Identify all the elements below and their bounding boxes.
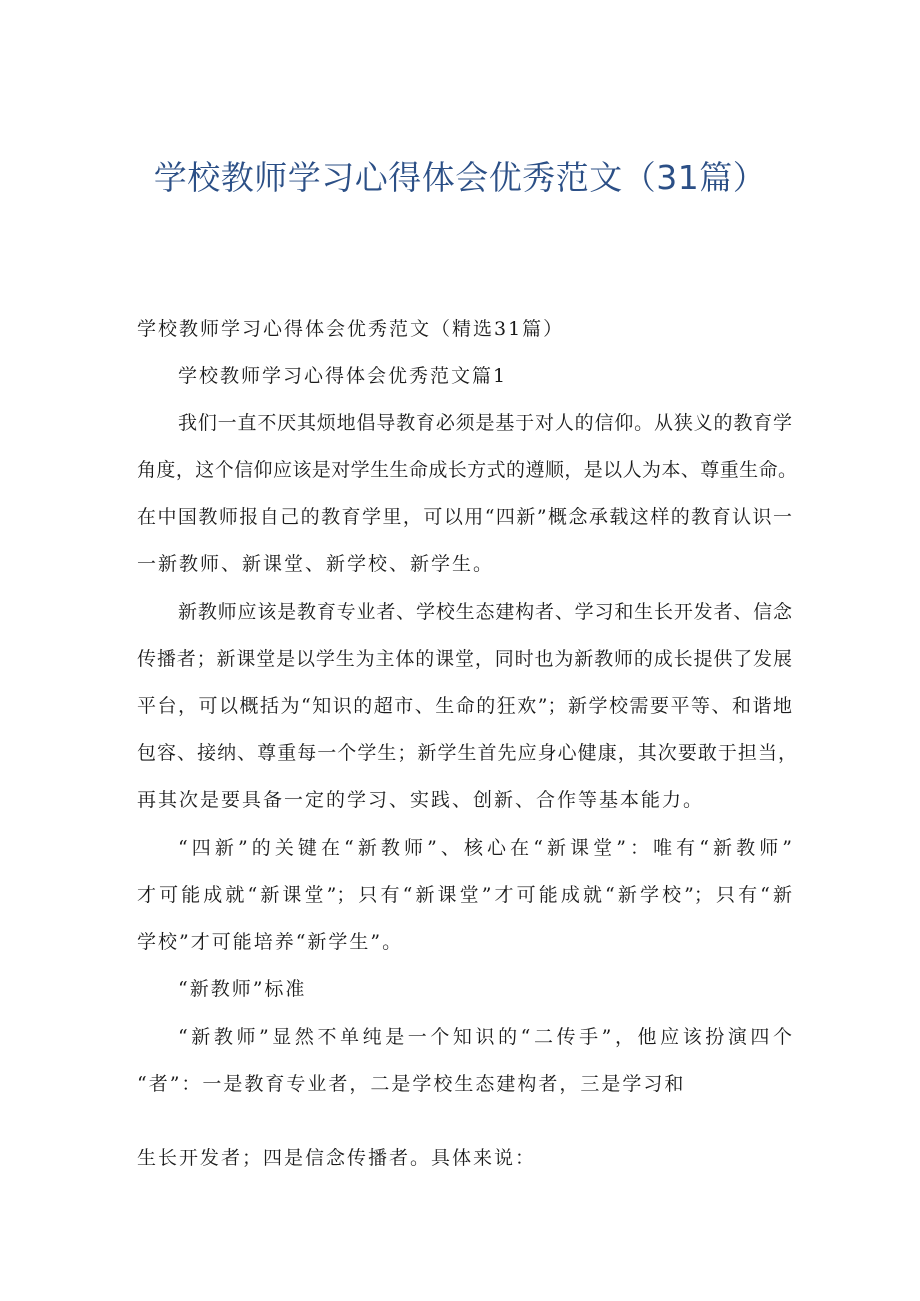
paragraph-3-line-2: 才可能成就“新课堂”；只有“新课堂”才可能成就“新学校”；只有“新 <box>137 884 792 906</box>
section-heading: 学校教师学习心得体会优秀范文篇1 <box>178 365 508 387</box>
paragraph-3-line-3: 学校”才可能培养“新学生”。 <box>137 931 404 953</box>
paragraph-3-line-1: “四新”的关键在“新教师”、核心在“新课堂”：唯有“新教师” <box>178 837 792 859</box>
paragraph-4-line-2: “者”：一是教育专业者，二是学校生态建构者，三是学习和 <box>137 1073 686 1095</box>
paragraph-1-line-2: 角度，这个信仰应该是对学生生命成长方式的遵顺，是以人为本、尊重生命。 <box>137 459 797 481</box>
document-title: 学校教师学习心得体会优秀范文（31篇） <box>153 158 767 197</box>
paragraph-2-line-5: 再其次是要具备一定的学习、实践、创新、合作等基本能力。 <box>137 789 705 811</box>
document-subtitle: 学校教师学习心得体会优秀范文（精选31篇） <box>137 318 565 340</box>
paragraph-1-line-4: 一新教师、新课堂、新学校、新学生。 <box>137 553 495 575</box>
paragraph-2-line-4: 包容、接纳、尊重每一个学生；新学生首先应身心健康，其次要敢于担当， <box>137 742 797 764</box>
paragraph-2-line-3: 平台，可以概括为“知识的超市、生命的狂欢”；新学校需要平等、和谐地 <box>137 695 792 717</box>
paragraph-4-line-3: 生长开发者；四是信念传播者。具体来说： <box>137 1147 537 1169</box>
paragraph-1-line-1: 我们一直不厌其烦地倡导教育必须是基于对人的信仰。从狭义的教育学 <box>178 412 792 434</box>
subheading: “新教师”标准 <box>178 978 307 1000</box>
paragraph-2-line-2: 传播者；新课堂是以学生为主体的课堂，同时也为新教师的成长提供了发展 <box>137 648 792 670</box>
paragraph-4-line-1: “新教师”显然不单纯是一个知识的“二传手”，他应该扮演四个 <box>178 1026 792 1048</box>
paragraph-1-line-3: 在中国教师报自己的教育学里，可以用“四新”概念承载这样的教育认识一 <box>137 506 792 528</box>
paragraph-2-line-1: 新教师应该是教育专业者、学校生态建构者、学习和生长开发者、信念 <box>178 601 792 623</box>
